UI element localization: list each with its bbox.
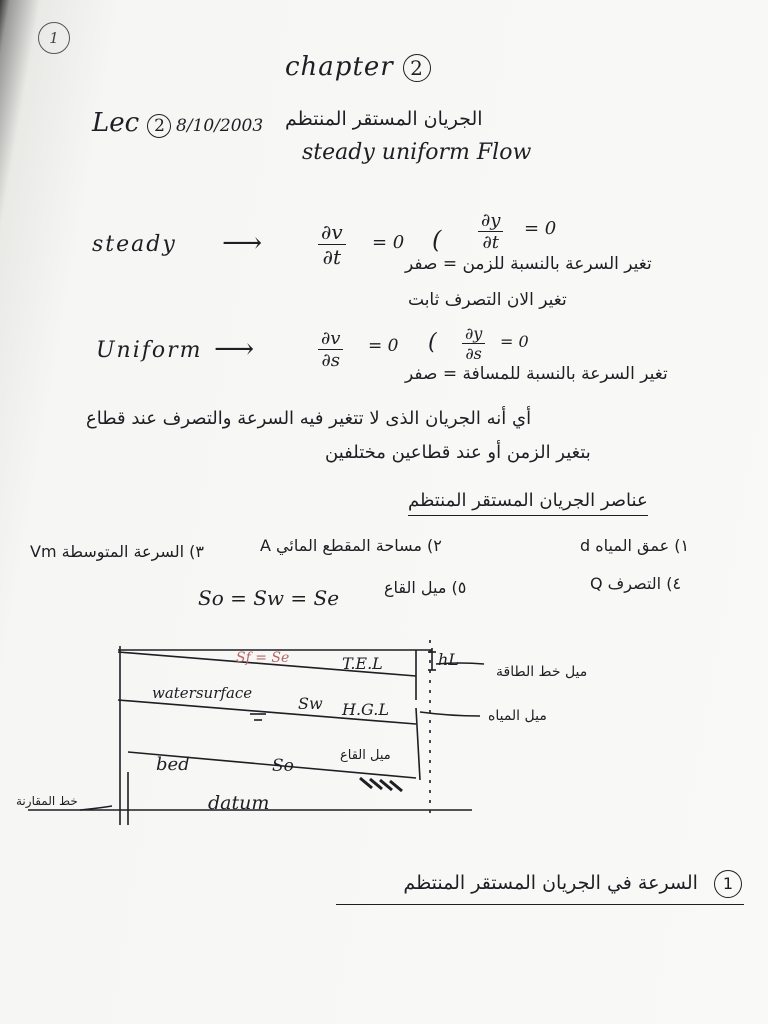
diagram-hl: hL — [438, 650, 459, 669]
element-item-4: ٤) التصرف Q — [590, 574, 682, 593]
diagram-datum: datum — [208, 792, 270, 814]
element-item-3: ٣) السرعة المتوسطة Vm — [30, 542, 204, 561]
diagram-tel: T.E.L — [342, 654, 383, 673]
page-number: 1 — [49, 29, 59, 47]
steady-dydt-num: ∂y — [478, 210, 503, 232]
steady-dydt-den: ∂t — [482, 232, 500, 253]
diagram-bed-note: ميل القاع — [340, 748, 391, 763]
diagram-tel-note: ميل خط الطاقة — [496, 664, 588, 680]
steady-term: steady — [92, 232, 177, 257]
diagram-sw: Sw — [298, 694, 323, 713]
steady-note-1: تغير السرعة بالنسبة للزمن = صفر — [405, 254, 652, 274]
chapter-number: 2 — [403, 54, 431, 82]
diagram-bed: bed — [156, 754, 190, 775]
footer-number: 1 — [714, 870, 742, 898]
element-slopes: So = Sw = Se — [198, 586, 340, 610]
bed-hatch — [360, 778, 402, 791]
definition-line-2: بتغير الزمن أو عند قطاعين مختلفين — [325, 442, 591, 463]
uniform-arrow: ⟶ — [214, 332, 255, 365]
steady-note-2: تغير الان التصرف ثابت — [408, 290, 567, 310]
diagram-ws-note: ميل المياه — [488, 708, 547, 724]
elements-heading: عناصر الجريان المستقر المنتظم — [408, 490, 648, 516]
steady-dvdt-num: ∂v — [318, 220, 346, 245]
uniform-dyds-den: ∂s — [465, 344, 482, 363]
uniform-eq1: = 0 — [368, 336, 399, 356]
steady-arrow: ⟶ — [222, 226, 263, 259]
steady-eq2: = 0 — [524, 218, 557, 239]
uniform-term: Uniform — [96, 338, 203, 363]
uniform-dyds-num: ∂y — [462, 324, 485, 344]
steady-sep: ( — [432, 226, 442, 254]
diagram-hgl: H.G.L — [342, 700, 389, 719]
hgl-pointer — [420, 712, 480, 716]
uniform-eq2: = 0 — [500, 332, 529, 351]
lecture-word: Lec — [92, 108, 140, 138]
chapter-word: chapter — [285, 52, 394, 82]
lecture-arabic-title: الجريان المستقر المنتظم — [285, 108, 483, 130]
steady-eq1: = 0 — [372, 232, 405, 253]
uniform-sep: ( — [428, 330, 437, 355]
right-boundary-lower — [416, 708, 420, 780]
definition-line-1: أي أنه الجريان الذى لا تتغير فيه السرعة والتصرف عند قطاع — [86, 408, 532, 429]
uniform-note-1: تغير السرعة بالنسبة للمسافة = صفر — [405, 364, 668, 384]
diagram-water-surface: watersurface — [152, 684, 253, 702]
diagram-datum-note: خط المقارنة — [16, 794, 78, 808]
diagram-so: So — [272, 756, 294, 776]
steady-dvdt-den: ∂t — [322, 245, 342, 269]
lecture-number: 2 — [147, 114, 171, 138]
element-item-2: ٢) مساحة المقطع المائي A — [260, 536, 442, 555]
diagram-sf-se: Sf = Se — [236, 650, 290, 666]
lecture-english-title: steady uniform Flow — [302, 140, 532, 165]
lecture-date: 8/10/2003 — [176, 116, 264, 136]
element-item-1: ١) عمق المياه d — [580, 536, 690, 555]
uniform-dvds-num: ∂v — [318, 328, 343, 350]
element-item-5: ٥) ميل القاع — [384, 578, 467, 597]
footer-text: السرعة في الجريان المستقر المنتظم — [403, 872, 698, 894]
uniform-dvds-den: ∂s — [321, 350, 341, 371]
footer-heading — [336, 870, 744, 905]
